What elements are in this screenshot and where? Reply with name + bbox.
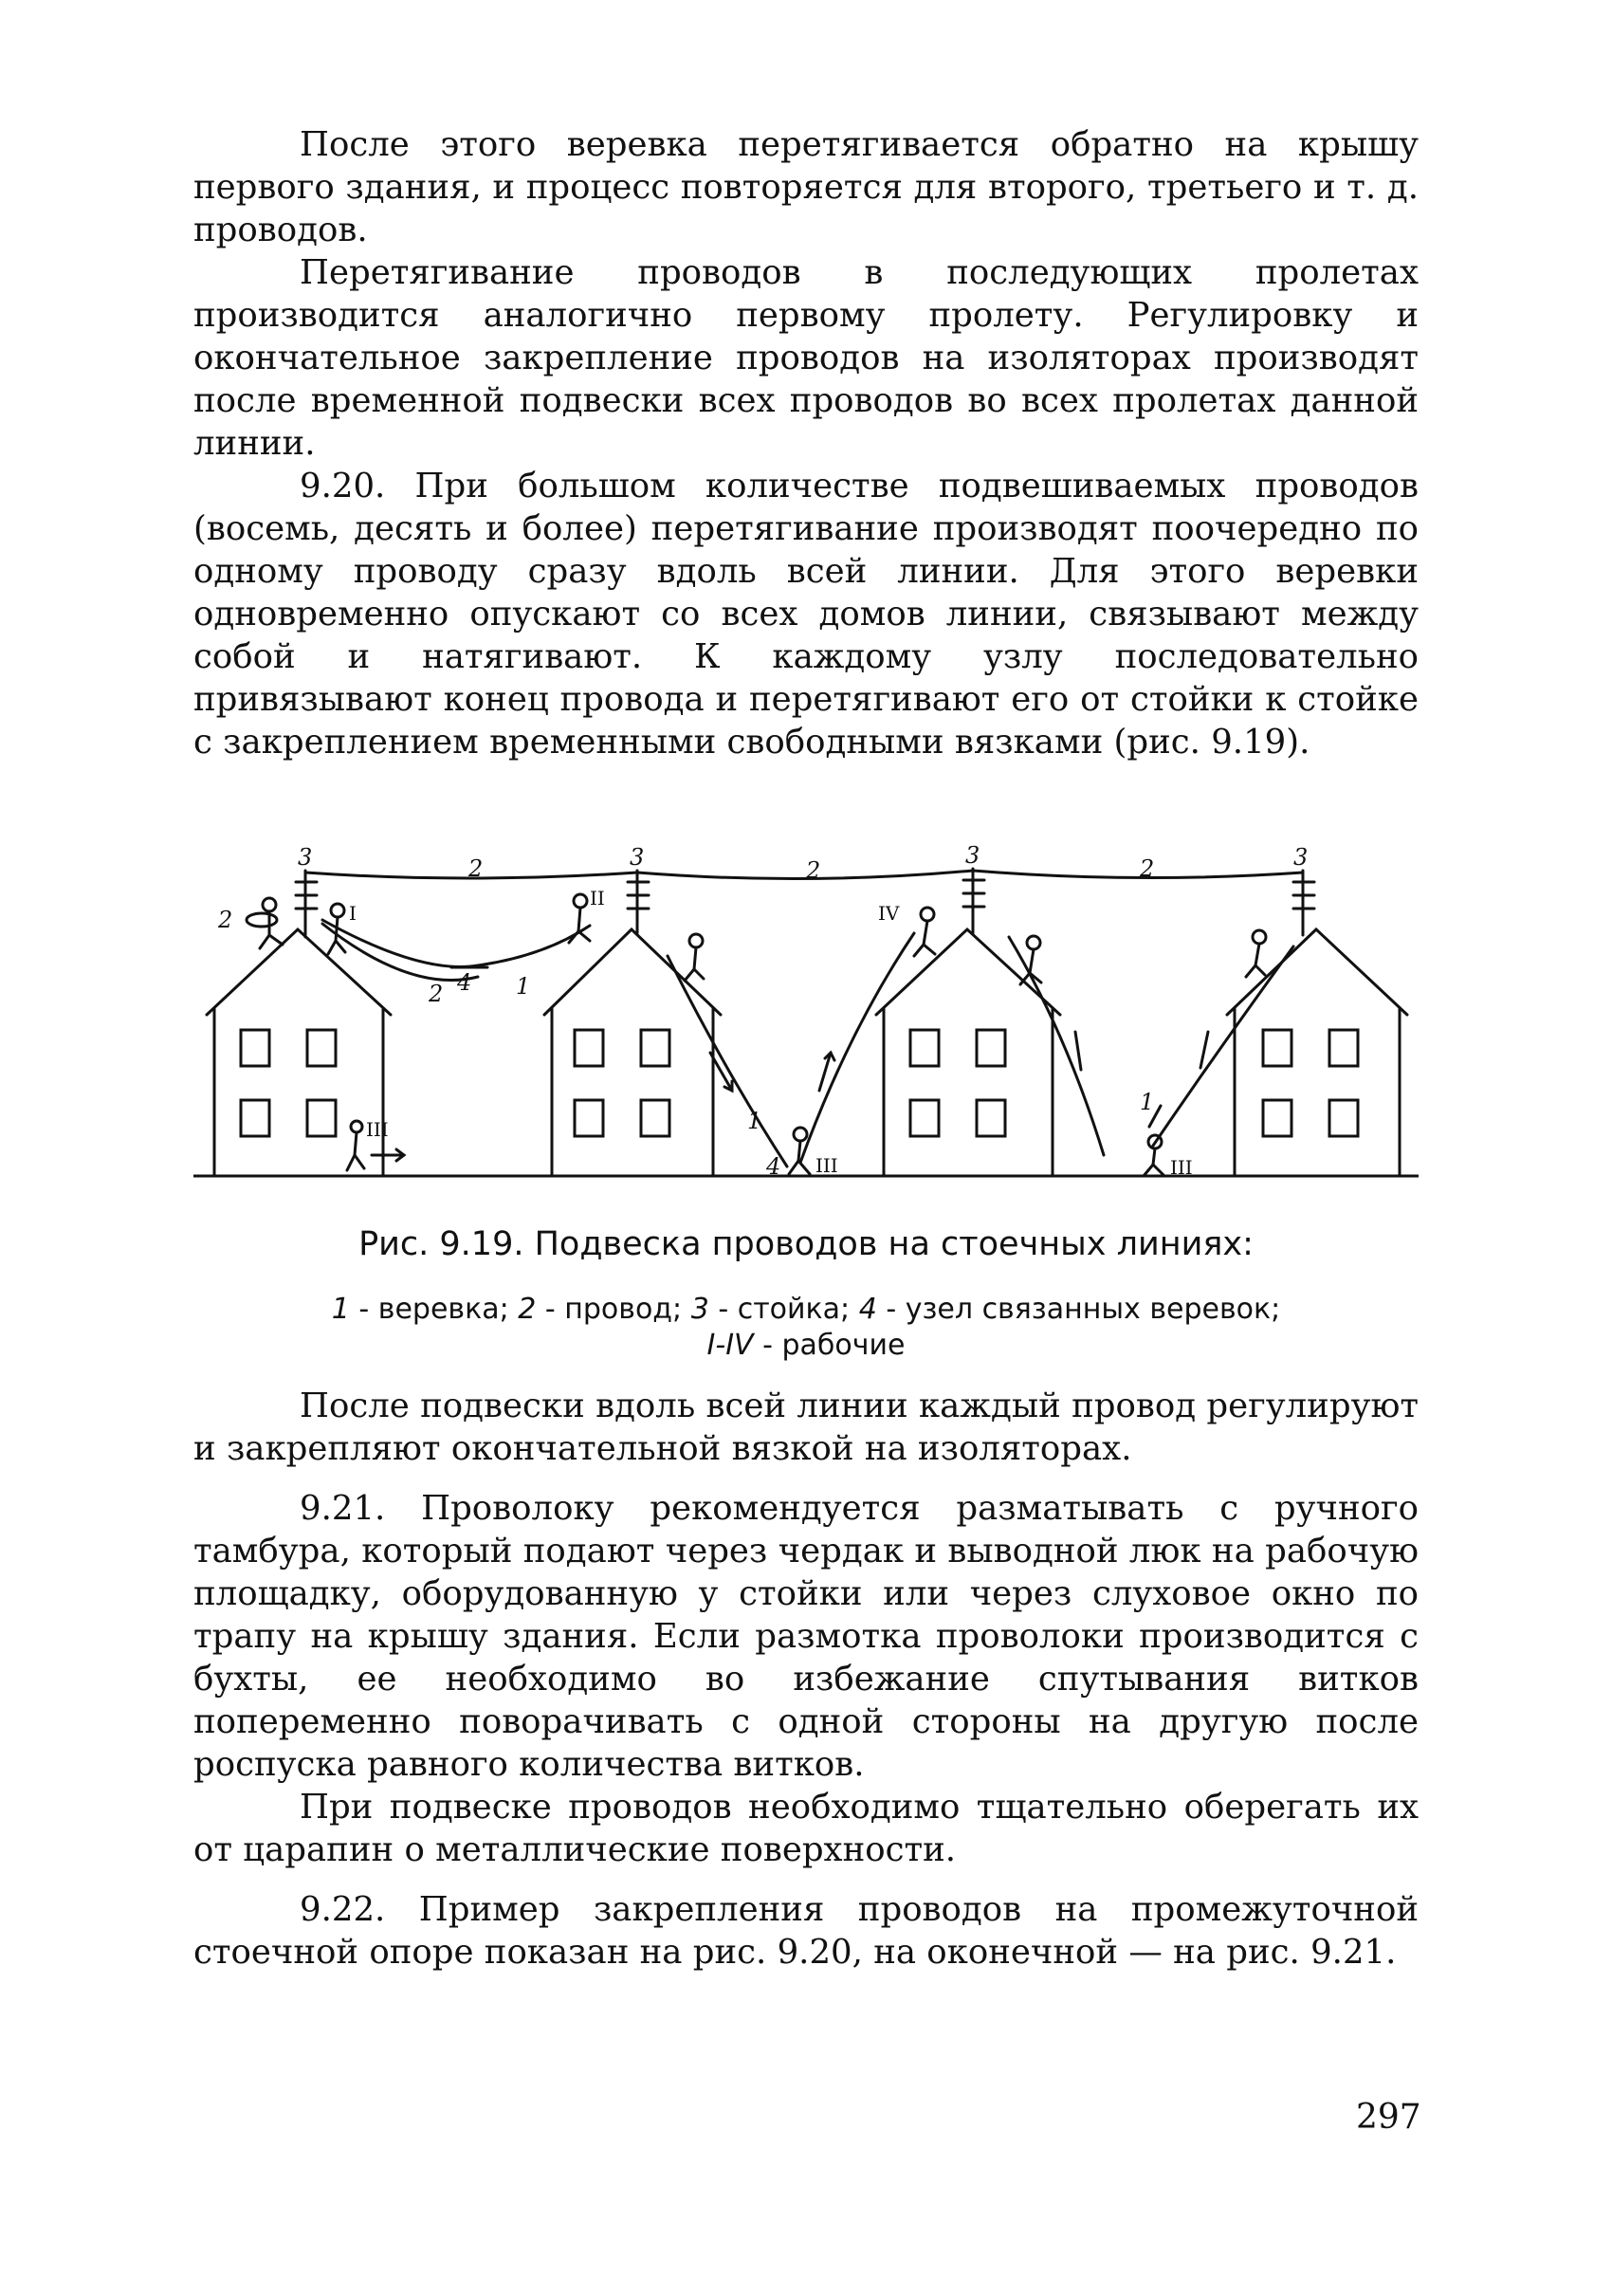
roof-stand [628,871,649,933]
legend-text: - веревка; [358,1293,509,1326]
label-rope: 1 [516,973,531,1000]
paragraph: 9.21. Проволоку рекомендуется разматывать с ручного тамбура, который подают через чердак и выводной люк на рабочую площадку, оборудованную у стойки или через слуховое окно по трапу на крышу здания. Если размотка проволоки производится с бухты, ее необходимо во избежание спутывания витков попеременно поворачивать с одной стороны на другую после роспуска равного количества витков. [193,1489,1419,1784]
label-worker: II [590,887,605,909]
label-wire: 2 [429,981,444,1007]
legend-key: 2 [518,1293,537,1326]
legend-key: I-IV [706,1329,754,1362]
label-knot: 4 [457,969,472,996]
figure-caption-title: Рис. 9.19. Подвеска проводов на стоечных линиях: [358,1225,1254,1263]
paragraph: После подвески вдоль всей линии каждый провод регулируют и закрепляют окончательной вязкой на изоляторах. [193,1387,1419,1468]
label-worker: III [366,1118,389,1141]
text-block-bottom [193,1385,1419,1974]
paragraph: 9.20. При большом количестве подвешиваемых проводов (восемь, десять и более) перетягивание производят поочередно по одному проводу сразу вдоль всей линии. Для этого веревки одновременно опускают со всех домов линии, связывают между собой и натягивают. К каждому узлу последовательно привязывают конец провода и перетягивают его от стойки к стойке с закреплением временными свободными вязками (рис. 9.19). [193,467,1419,762]
label-rope: 1 [747,1108,762,1134]
label-stand: 3 [298,844,313,871]
label-worker: IV [878,902,900,925]
label-wire: 2 [1140,855,1155,882]
roof-stand [1293,871,1314,935]
wire [973,871,1303,878]
worker-figure [789,1128,810,1174]
wire-suspension-diagram [193,842,1419,1185]
legend-text: - провод; [544,1293,683,1326]
worker-figure [347,1121,364,1170]
wire [637,871,973,879]
figure-9-19 [193,842,1419,1185]
worker-figure [914,908,935,956]
roof-stand [296,871,317,937]
rope [668,956,787,1166]
label-stand: 3 [630,844,645,871]
label-wire: 2 [218,907,233,933]
worker-figure [685,934,704,981]
label-wire: 2 [468,855,484,882]
label-knot: 4 [766,1153,781,1180]
label-wire: 2 [806,857,821,884]
label-worker: III [815,1154,838,1177]
legend-key: 1 [331,1293,350,1326]
worker-figure [1246,930,1266,977]
rope [1009,937,1104,1155]
rope [322,920,590,966]
paragraph: При подвеске проводов необходимо тщательно оберегать их от царапин о металлические поверхности. [193,1788,1419,1869]
legend-text: - рабочие [762,1329,906,1362]
rope [800,933,914,1163]
legend-text: - стойка; [718,1293,851,1326]
label-worker: I [349,902,357,925]
paragraph: 9.22. Пример закрепления проводов на промежуточной стоечной опоре показан на рис. 9.20, на оконечной — на рис. 9.21. [193,1890,1419,1972]
worker-figure [1144,1135,1164,1176]
figure-legend [193,1292,1419,1364]
direction-arrow [1200,1032,1208,1068]
roof-stand [963,869,984,933]
direction-arrow [1075,1032,1081,1070]
legend-key: 4 [858,1293,877,1326]
label-worker: III [1170,1156,1193,1179]
paragraph: После этого веревка перетягивается обратно на крышу первого здания, и процесс повторяется для второго, третьего и т. д. проводов. [193,125,1419,249]
text-block-top [193,123,1419,763]
label-stand: 3 [965,842,980,869]
rope [1153,946,1293,1146]
house [876,929,1060,1176]
house [207,929,391,1176]
legend-text: - узел связанных веревок; [886,1293,1281,1326]
label-rope: 1 [1140,1089,1155,1115]
page-number: 297 [1356,2098,1421,2137]
label-stand: 3 [1293,844,1309,871]
worker-figure [247,898,283,948]
legend-key: 3 [690,1293,709,1326]
paragraph: Перетягивание проводов в последующих пролетах производится аналогично первому пролету. Регулировку и окончательное закрепление проводов на изоляторах производят после временной подвески всех проводов во всех пролетах данной линии. [193,253,1419,463]
